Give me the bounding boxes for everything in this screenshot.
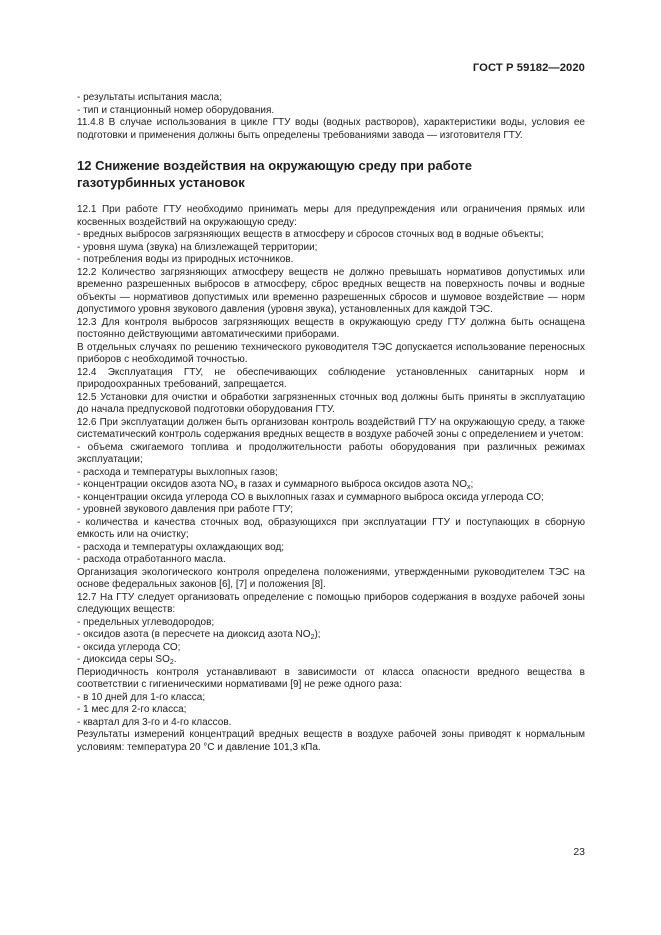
list-item: - концентрации оксида углерода СО в выхлопных газах и суммарного выброса оксида углерода СО; bbox=[77, 491, 544, 503]
paragraph-12-7: 12.7 На ГТУ следует организовать определение с помощью приборов содержания в воздухе рабочей зоны следующих веществ: bbox=[77, 591, 585, 615]
paragraph-results: Результаты измерений концентраций вредных веществ в воздухе рабочей зоны приводят к нормальным условиям: температура 20 °C и давление 101,3 кПа. bbox=[77, 729, 585, 753]
paragraph-12-3: 12.3 Для контроля выбросов загрязняющих веществ в окружающую среду ГТУ должна быть оснащена постоянно действующими автоматическими приборами. bbox=[77, 316, 585, 340]
text-span: - диоксида серы SO bbox=[77, 654, 170, 665]
paragraph-11-4-8: 11.4.8 В случае использования в цикле ГТУ воды (водных растворов), характеристики воды, условия ее подготовки и применения должны быть определены требованиями завода — изготовителя ГТУ. bbox=[77, 117, 585, 141]
list-item: - уровней звукового давления при работе ГТУ; bbox=[77, 504, 294, 515]
page-number: 23 bbox=[573, 846, 585, 858]
list-item: - в 10 дней для 1-го класса; bbox=[77, 691, 206, 703]
list-item: - вредных выбросов загрязняющих веществ в атмосферу и сбросов сточных вод в водные объекты; bbox=[77, 229, 544, 240]
text-span: ); bbox=[314, 629, 321, 640]
section-title-line1: 12 Снижение воздействия на окружающую среду при работе bbox=[77, 158, 472, 173]
list-item: - потребления воды из природных источников. bbox=[77, 254, 294, 265]
list-item-no2 bbox=[77, 629, 585, 642]
page-content bbox=[77, 92, 585, 754]
list-item: - количества и качества сточных вод, образующихся при эксплуатации ГТУ и поступающих в сборную емкость или на очистку; bbox=[77, 516, 585, 540]
list-item: - 1 мес для 2-го класса; bbox=[77, 704, 187, 715]
paragraph-12-1: 12.1 При работе ГТУ необходимо принимать меры для предупреждения или ограничения прямых или косвенных воздействий на окружающую среду: bbox=[77, 204, 585, 228]
paragraph-12-6: 12.6 При эксплуатации должен быть организован контроль воздействий ГТУ на окружающую среду, а также систематический контроль содержания вредных веществ в воздухе рабочей зоны с определением и учетом: bbox=[77, 416, 585, 440]
text-span: - оксидов азота (в пересчете на диоксид азота NO bbox=[77, 629, 311, 640]
subscript: x bbox=[466, 484, 471, 491]
section-title-line2: газотурбинных установок bbox=[77, 174, 245, 190]
list-item: - расхода отработанного масла. bbox=[77, 554, 226, 565]
text-span: в газах и суммарного выброса оксидов азота NO bbox=[237, 479, 467, 490]
subscript: 2 bbox=[310, 634, 315, 641]
list-item: - уровня шума (звука) на близлежащей территории; bbox=[77, 241, 318, 253]
list-item: - результаты испытания масла; bbox=[77, 92, 223, 103]
paragraph-organization: Организация экологического контроля определена положениями, утвержденными руководителем ТЭС на основе федеральных законов [6], [7] и положения [8]. bbox=[77, 566, 585, 590]
paragraph-12-5: 12.5 Установки для очистки и обработки загрязненных сточных вод должны быть приняты в эксплуатацию до начала предпусковой подготовки оборудования ГТУ. bbox=[77, 391, 585, 415]
paragraph-12-2: 12.2 Количество загрязняющих атмосферу веществ не должно превышать нормативов допустимых или временно разрешенных выбросов в атмосферу, сброс вредных веществ на поверхность почвы и водные объекты — нормативов допустимых или временно разрешенных сбросов и шумовое воздействие — норм допустимого уровня звукового давления (уровня звука), установленных для каждой ТЭС. bbox=[77, 266, 585, 315]
list-item: - предельных углеводородов; bbox=[77, 616, 215, 628]
paragraph-12-4: 12.4 Эксплуатация ГТУ, не обеспечивающих соблюдение установленных санитарных норм и природоохранных требований, запрещается. bbox=[77, 366, 585, 390]
list-item: - оксида углерода СО; bbox=[77, 641, 181, 653]
text-span: . bbox=[173, 654, 177, 665]
list-item: - расхода и температуры выхлопных газов; bbox=[77, 466, 278, 478]
list-item: - тип и станционный номер оборудования. bbox=[77, 104, 275, 116]
document-header: ГОСТ Р 59182—2020 bbox=[472, 62, 585, 74]
subscript: 2 bbox=[169, 659, 174, 666]
list-item: - квартал для 3-го и 4-го классов. bbox=[77, 716, 232, 728]
list-item: - расхода и температуры охлаждающих вод; bbox=[77, 541, 285, 553]
paragraph-12-3-note: В отдельных случаях по решению технического руководителя ТЭС допускается использование переносных приборов с необходимой точностью. bbox=[77, 341, 585, 365]
paragraph-periodicity: Периодичность контроля устанавливают в зависимости от класса опасности вредного вещества в соответствии с гигиеническими нормативами [9] не реже одного раза: bbox=[77, 666, 585, 690]
list-item: - объема сжигаемого топлива и продолжительности работы оборудования при различных режимах эксплуатации; bbox=[77, 441, 585, 465]
text-span: ; bbox=[470, 479, 474, 490]
text-span: - концентрации оксидов азота NO bbox=[77, 479, 234, 490]
subscript: x bbox=[233, 484, 238, 491]
section-12-heading bbox=[77, 158, 585, 191]
list-item-so2 bbox=[77, 654, 585, 667]
list-item-nox bbox=[77, 479, 585, 492]
